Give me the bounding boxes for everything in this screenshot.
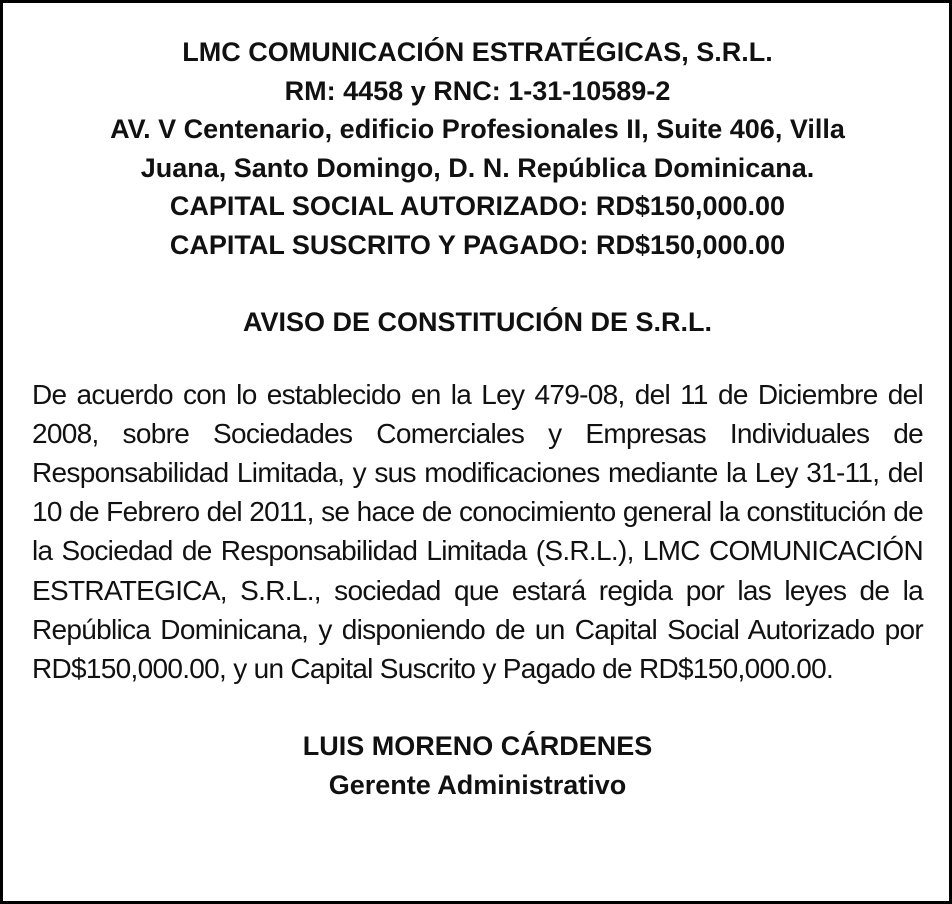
signatory-role: Gerente Administrativo [328, 769, 627, 800]
company-name: LMC COMUNICACIÓN ESTRATÉGICAS, S.R.L. [182, 37, 773, 67]
registry-numbers: RM: 4458 y RNC: 1-31-10589-2 [284, 75, 671, 106]
address-line-2: Juana, Santo Domingo, D. N. República Dominicana. [140, 152, 815, 183]
signature-block [32, 727, 923, 804]
notice-title: AVISO DE CONSTITUCIÓN DE S.R.L. [242, 306, 713, 337]
company-header [32, 33, 923, 265]
signatory-name: LUIS MORENO CÁRDENES [302, 731, 653, 762]
notice-body: De acuerdo con lo establecido en la Ley 479-08, del 11 de Diciembre del 2008, sobre Sociedades Comerciales y Empresas Individuales de Responsabilidad Limitada, y sus modificaciones mediante la Ley 31-11, del 10 de Febrero del 2011, se hace de conocimiento general la constitución de la Sociedad de Responsabilidad Limitada (S.R.L.), LMC COMUNICACIÓN ESTRATEGICA, S.R.L., sociedad que estará regida por las leyes de la República Dominicana, y disponiendo de un Capital Social Autorizado por RD$150,000.00, y un Capital Suscrito y Pagado de RD$150,000.00. [32, 378, 923, 684]
capital-subscribed: CAPITAL SUSCRITO Y PAGADO: RD$150,000.00 [169, 229, 786, 260]
address-line-1: AV. V Centenario, edificio Profesionales II, Suite 406, Villa [110, 114, 845, 145]
capital-authorized: CAPITAL SOCIAL AUTORIZADO: RD$150,000.00 [169, 191, 786, 222]
